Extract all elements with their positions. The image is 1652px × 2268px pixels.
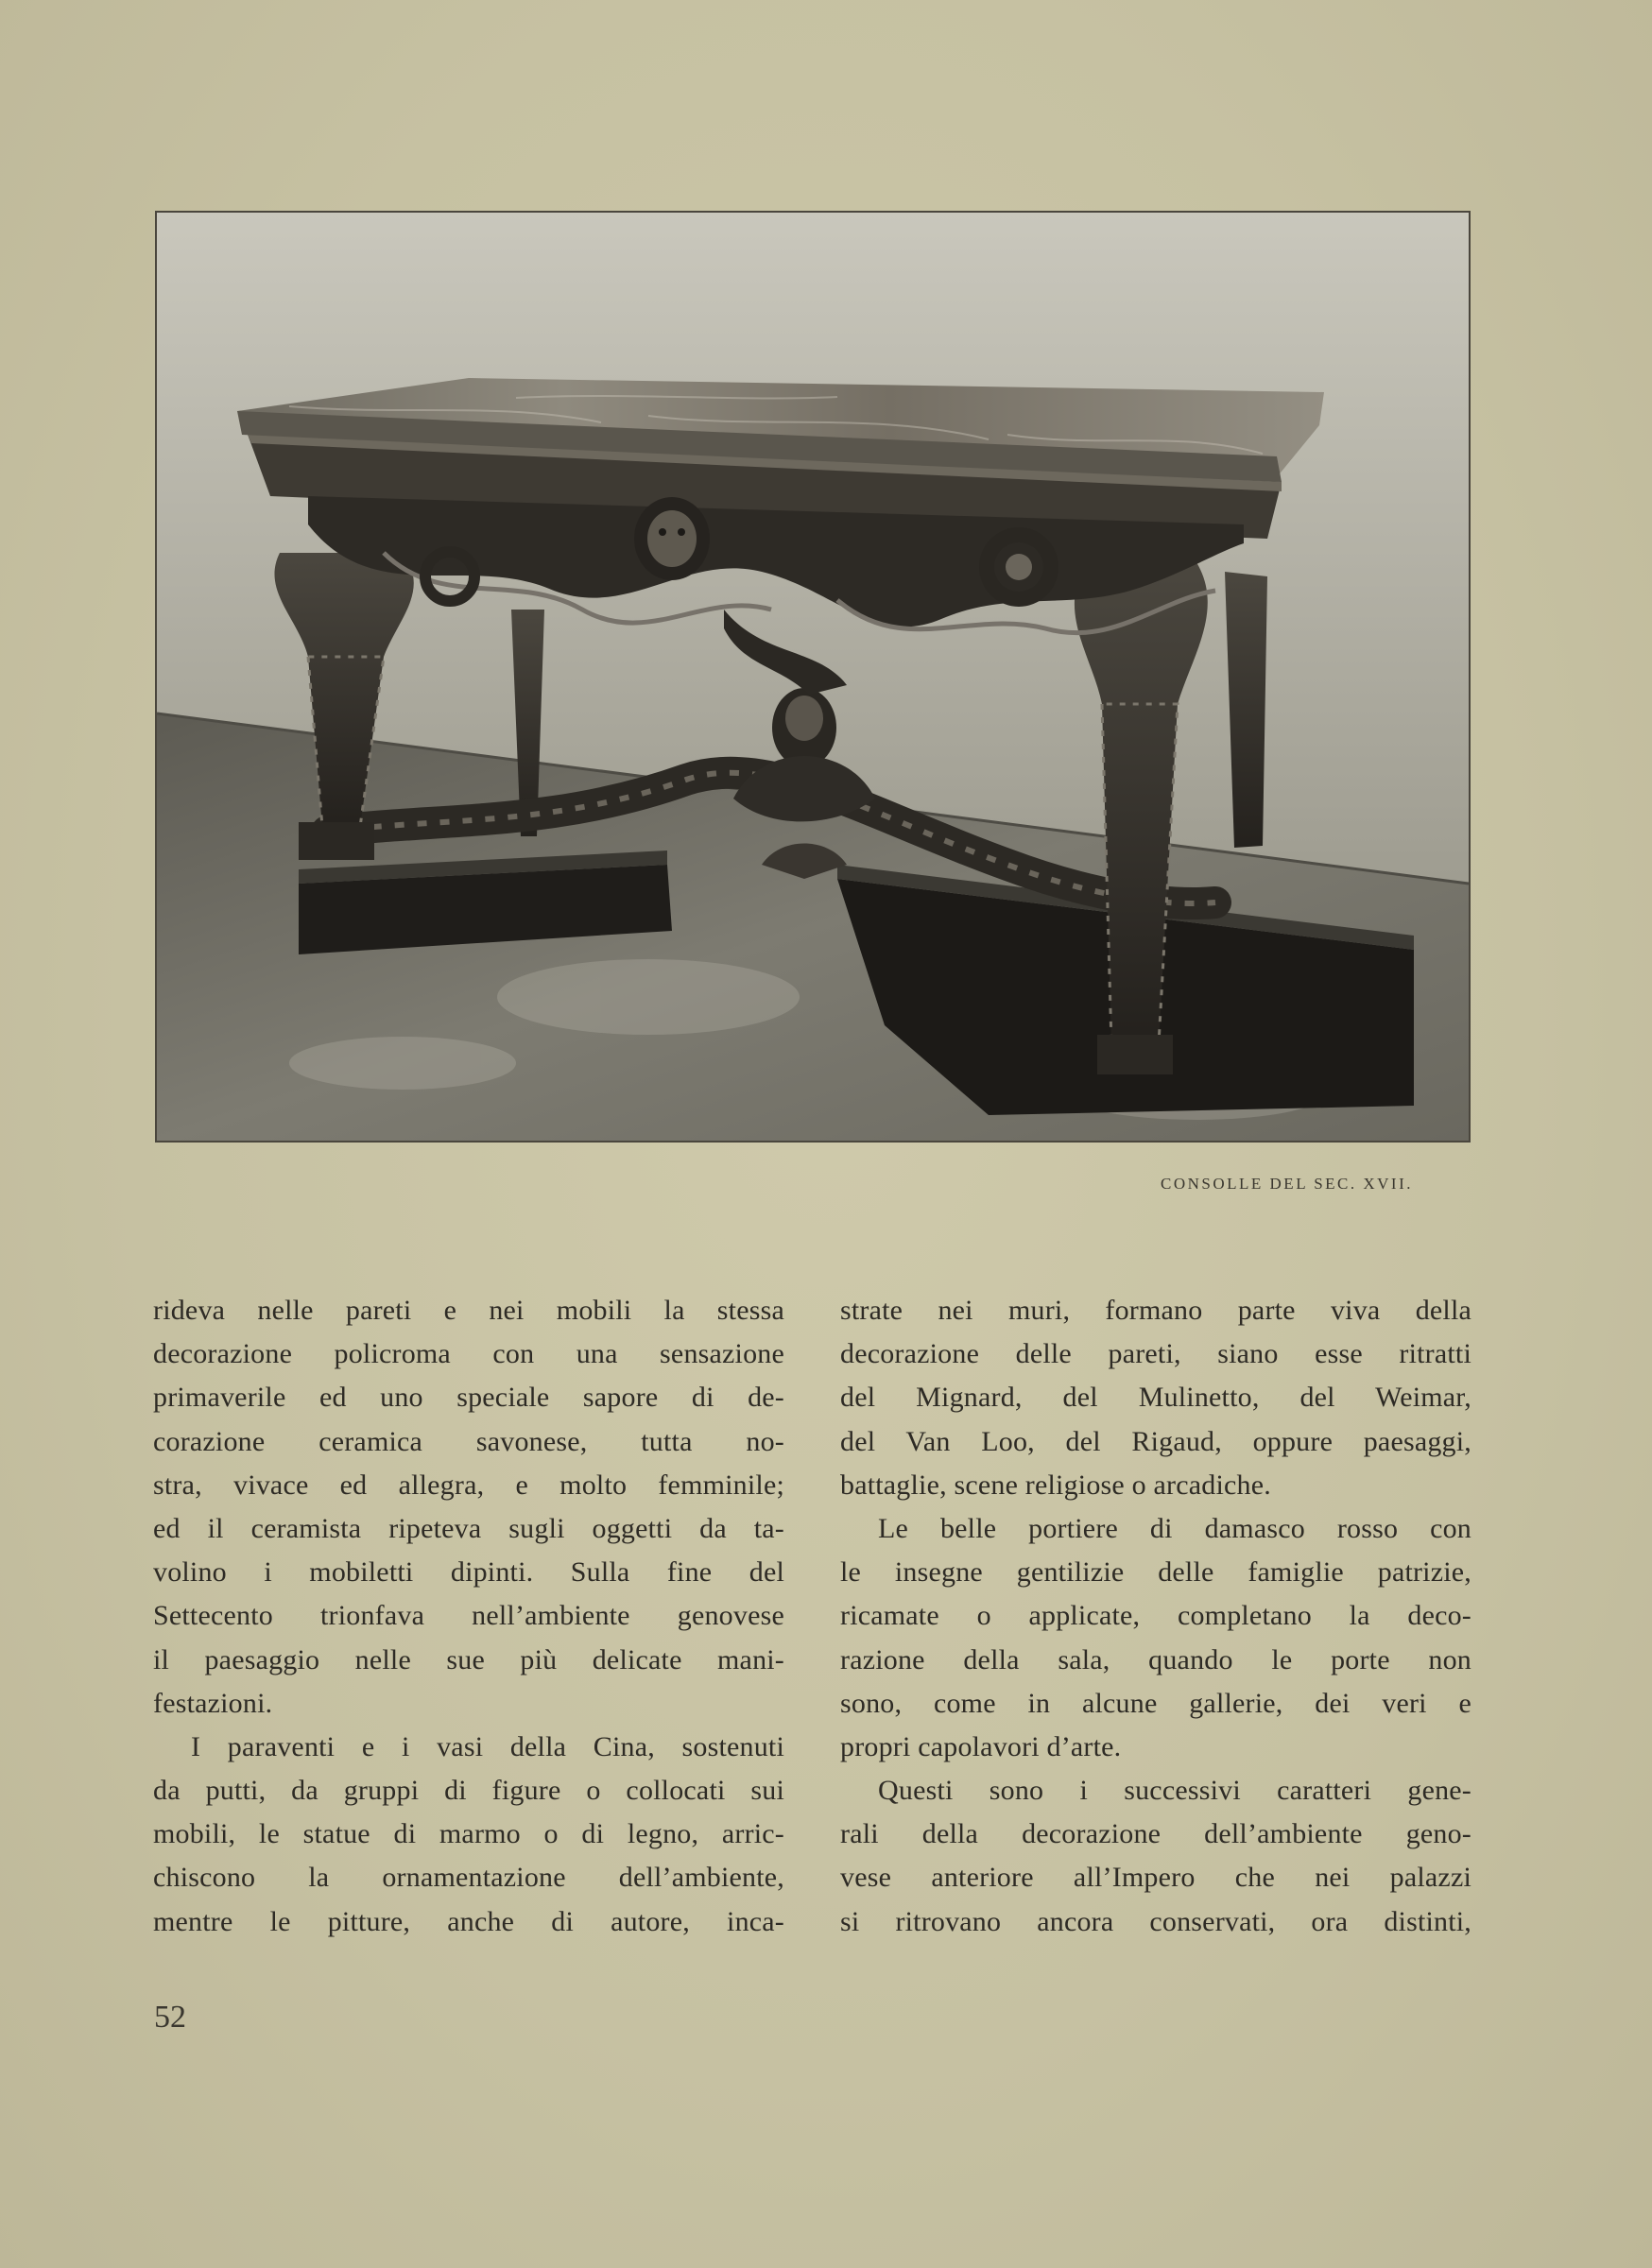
text-line: battaglie, scene religiose o arcadiche. xyxy=(840,1469,1271,1501)
text-line: rali della decorazione dell’ambiente geno- xyxy=(840,1818,1471,1850)
text-line: strate nei muri, formano parte viva della xyxy=(840,1295,1471,1326)
text-line: mentre le pitture, anche di autore, inca- xyxy=(153,1905,784,1937)
text-line: primaverile ed uno speciale sapore di de- xyxy=(153,1382,784,1414)
text-line: corazione ceramica savonese, tutta no- xyxy=(153,1425,784,1457)
text-line: Settecento trionfava nell’ambiente genovese xyxy=(153,1600,784,1632)
consolle-table-photo xyxy=(157,213,1469,1141)
text-column-left xyxy=(153,1289,784,1944)
text-line: si ritrovano ancora conservati, ora distinti, xyxy=(840,1905,1471,1937)
text-line: decorazione delle pareti, siano esse ritratti xyxy=(840,1338,1471,1370)
text-line: chiscono la ornamentazione dell’ambiente, xyxy=(153,1862,784,1894)
text-line: ed il ceramista ripeteva sugli oggetti da ta- xyxy=(153,1512,784,1544)
text-line: da putti, da gruppi di figure o collocati sui xyxy=(153,1775,784,1807)
text-line: festazioni. xyxy=(153,1687,273,1719)
text-line: Questi sono i successivi caratteri gene- xyxy=(878,1775,1471,1807)
text-line: propri capolavori d’arte. xyxy=(840,1730,1122,1762)
text-line: rideva nelle pareti e nei mobili la stessa xyxy=(153,1295,784,1326)
text-line: mobili, le statue di marmo o di legno, arric- xyxy=(153,1818,784,1850)
text-line: volino i mobiletti dipinti. Sulla fine del xyxy=(153,1556,784,1589)
text-line: ricamate o applicate, completano la deco- xyxy=(840,1600,1471,1632)
text-line: razione della sala, quando le porte non xyxy=(840,1643,1471,1675)
page-number: 52 xyxy=(154,2000,186,2035)
text-line: sono, come in alcune gallerie, dei veri e xyxy=(840,1687,1471,1719)
photo-plate xyxy=(155,211,1471,1143)
text-line: del Van Loo, del Rigaud, oppure paesaggi, xyxy=(840,1425,1471,1457)
figure-caption: CONSOLLE DEL SEC. XVII. xyxy=(1161,1175,1413,1193)
text-line: vese anteriore all’Impero che nei palazzi xyxy=(840,1862,1471,1894)
text-line: stra, vivace ed allegra, e molto femminile; xyxy=(153,1469,784,1501)
text-line: I paraventi e i vasi della Cina, sostenuti xyxy=(191,1730,784,1762)
text-line: il paesaggio nelle sue più delicate mani- xyxy=(153,1643,784,1675)
text-line: decorazione policroma con una sensazione xyxy=(153,1338,784,1370)
text-column-right xyxy=(840,1289,1471,1944)
text-line: le insegne gentilizie delle famiglie patrizie, xyxy=(840,1556,1471,1589)
text-line: del Mignard, del Mulinetto, del Weimar, xyxy=(840,1382,1471,1414)
text-line: Le belle portiere di damasco rosso con xyxy=(878,1512,1471,1544)
